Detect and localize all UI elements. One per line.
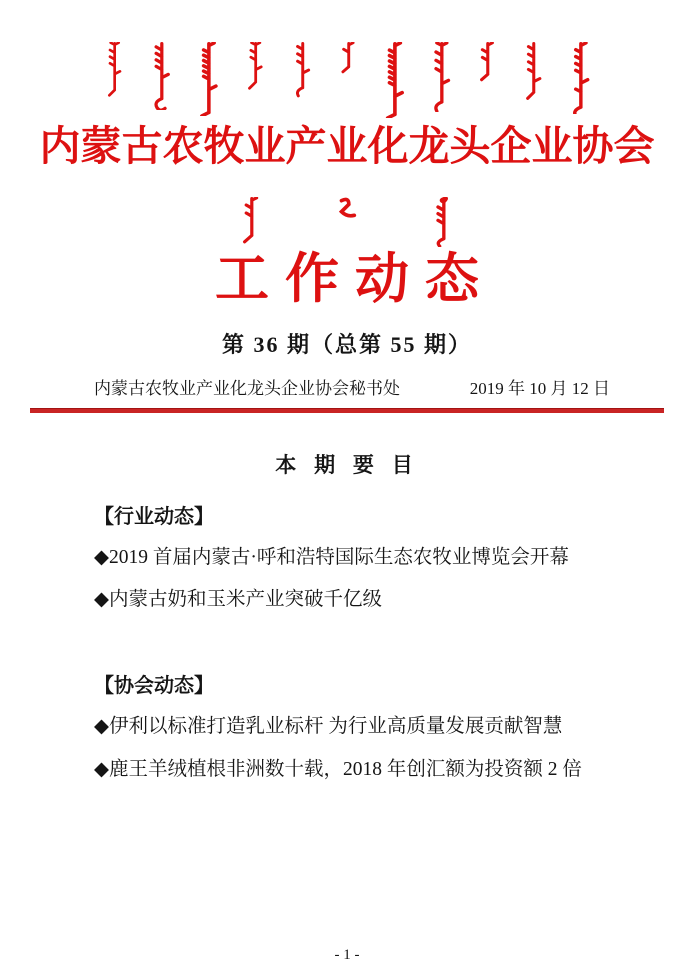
toc-item: ◆内蒙古奶和玉米产业突破千亿级 xyxy=(94,589,382,611)
publication-info-line xyxy=(0,374,694,399)
publisher-name: 内蒙古农牧业产业化龙头企业协会秘书处 xyxy=(94,378,400,398)
toc-item: ◆鹿王羊绒植根非洲数十载，2018 年创汇额为投资额 2 倍 xyxy=(94,758,582,780)
section-heading-association: 【协会动态】 xyxy=(94,675,214,698)
bulletin-title: 工作动态 xyxy=(215,249,495,310)
mongolian-script-icon xyxy=(245,42,265,100)
section-heading-industry: 【行业动态】 xyxy=(94,505,214,528)
mongolian-script-icon xyxy=(431,42,451,112)
masthead-divider-rule xyxy=(30,408,664,413)
mongolian-script-icon xyxy=(336,197,358,219)
publication-date: 2019 年 10 月 12 日 xyxy=(469,378,610,398)
toc-title: 本 期 要 目 xyxy=(275,453,419,477)
mongolian-script-icon xyxy=(151,42,171,110)
mongolian-script-mid-row xyxy=(0,197,694,249)
mongolian-script-icon xyxy=(478,42,496,82)
mongolian-script-icon xyxy=(240,197,262,245)
mongolian-script-icon xyxy=(570,42,590,114)
mongolian-script-icon xyxy=(339,42,357,74)
mongolian-script-icon xyxy=(104,42,124,98)
mongolian-script-icon xyxy=(292,42,312,104)
mongolian-script-top-row xyxy=(0,42,694,118)
page-number: - 1 - xyxy=(334,947,360,963)
issue-number-line: 第 36 期（总第 55 期） xyxy=(221,331,472,357)
mongolian-script-icon xyxy=(384,42,404,118)
toc-item: ◆伊利以标准打造乳业标杆 为行业高质量发展贡献智慧 xyxy=(94,716,563,738)
mongolian-script-icon xyxy=(198,42,218,116)
mongolian-script-icon xyxy=(523,42,543,106)
mongolian-script-icon xyxy=(432,197,454,247)
toc-item: ◆2019 首届内蒙古·呼和浩特国际生态农牧业博览会开幕 xyxy=(94,546,569,568)
org-name-title: 内蒙古农牧业产业化龙头企业协会 xyxy=(39,123,655,169)
